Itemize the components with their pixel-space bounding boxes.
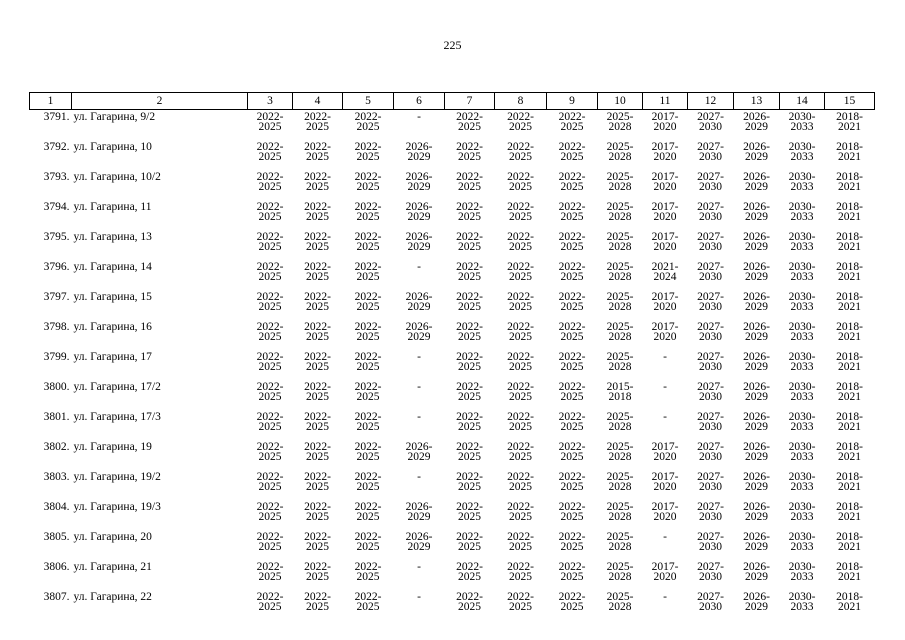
row-number: 3803.: [43, 471, 70, 483]
address-cell: ул. Гагарина, 11: [73, 201, 152, 213]
period-cell: 2022- 2025: [304, 171, 331, 193]
period-cell: 2030- 2033: [788, 351, 816, 373]
period-cell: 2026- 2029: [405, 291, 433, 313]
period-cell: 2026- 2029: [405, 141, 433, 163]
period-cell: -: [417, 111, 421, 123]
period-cell: 2025- 2028: [606, 291, 634, 313]
period-cell: 2025- 2028: [606, 441, 634, 463]
period-cell: 2026- 2029: [405, 201, 433, 223]
period-cell: 2025- 2028: [606, 171, 634, 193]
period-cell: 2018- 2021: [836, 111, 863, 133]
column-header-10: 10: [598, 93, 643, 110]
table-row: [30, 440, 875, 470]
period-cell: 2030- 2033: [788, 441, 816, 463]
period-cell: 2017- 2020: [651, 471, 679, 493]
period-cell: 2022- 2025: [354, 471, 382, 493]
period-cell: 2022- 2025: [256, 471, 284, 493]
row-number: 3793.: [43, 171, 70, 183]
period-cell: 2026- 2029: [743, 141, 770, 163]
period-cell: 2022- 2025: [456, 261, 483, 283]
address-cell: ул. Гагарина, 14: [73, 261, 152, 273]
period-cell: 2022- 2025: [558, 381, 586, 403]
period-cell: 2017- 2020: [651, 291, 679, 313]
period-cell: 2026- 2029: [405, 501, 433, 523]
period-cell: 2026- 2029: [405, 531, 433, 553]
period-cell: 2022- 2025: [456, 471, 483, 493]
period-cell: 2022- 2025: [507, 381, 534, 403]
column-header-11: 11: [643, 93, 688, 110]
period-cell: 2022- 2025: [304, 231, 331, 253]
table-row: [30, 110, 875, 141]
period-cell: 2025- 2028: [606, 501, 634, 523]
column-header-3: 3: [248, 93, 293, 110]
period-cell: 2022- 2025: [304, 321, 331, 343]
header-row: [30, 93, 875, 110]
period-cell: 2025- 2028: [606, 231, 634, 253]
period-cell: 2026- 2029: [405, 321, 433, 343]
period-cell: -: [417, 561, 421, 573]
period-cell: 2022- 2025: [354, 441, 382, 463]
period-cell: 2022- 2025: [507, 261, 534, 283]
period-cell: -: [417, 381, 421, 393]
period-cell: 2018- 2021: [836, 231, 863, 253]
period-cell: 2025- 2028: [606, 261, 634, 283]
period-cell: 2025- 2028: [606, 351, 634, 373]
period-cell: 2022- 2025: [507, 231, 534, 253]
period-cell: 2022- 2025: [456, 501, 483, 523]
period-cell: 2026- 2029: [743, 171, 770, 193]
row-number: 3797.: [43, 291, 70, 303]
column-header-2: 2: [72, 93, 248, 110]
period-cell: 2030- 2033: [788, 471, 816, 493]
period-cell: 2022- 2025: [354, 201, 382, 223]
row-number: 3796.: [43, 261, 70, 273]
period-cell: 2027- 2030: [697, 201, 724, 223]
period-cell: 2022- 2025: [354, 351, 382, 373]
period-cell: 2022- 2025: [304, 591, 331, 613]
period-cell: -: [663, 591, 667, 603]
period-cell: 2022- 2025: [304, 501, 331, 523]
period-cell: 2022- 2025: [354, 291, 382, 313]
period-cell: 2022- 2025: [558, 141, 586, 163]
period-cell: 2026- 2029: [743, 471, 770, 493]
period-cell: 2022- 2025: [256, 261, 284, 283]
period-cell: 2030- 2033: [788, 381, 816, 403]
period-cell: 2017- 2020: [651, 201, 679, 223]
period-cell: -: [417, 591, 421, 603]
period-cell: 2022- 2025: [354, 141, 382, 163]
period-cell: 2027- 2030: [697, 591, 724, 613]
row-number: 3806.: [43, 561, 70, 573]
row-number: 3792.: [43, 141, 70, 153]
period-cell: 2015- 2018: [606, 381, 634, 403]
row-number: 3800.: [43, 381, 70, 393]
period-cell: -: [417, 351, 421, 363]
period-cell: 2022- 2025: [456, 231, 483, 253]
address-cell: ул. Гагарина, 19: [73, 441, 152, 453]
table-row: [30, 290, 875, 320]
period-cell: 2022- 2025: [507, 351, 534, 373]
address-cell: ул. Гагарина, 19/2: [73, 471, 161, 483]
period-cell: 2022- 2025: [304, 531, 331, 553]
period-cell: 2022- 2025: [304, 441, 331, 463]
column-header-5: 5: [343, 93, 394, 110]
period-cell: 2022- 2025: [558, 201, 586, 223]
period-cell: 2027- 2030: [697, 111, 724, 133]
period-cell: 2025- 2028: [606, 411, 634, 433]
period-cell: 2030- 2033: [788, 111, 816, 133]
period-cell: 2022- 2025: [304, 141, 331, 163]
period-cell: 2018- 2021: [836, 261, 863, 283]
period-cell: 2017- 2020: [651, 111, 679, 133]
period-cell: 2017- 2020: [651, 171, 679, 193]
period-cell: 2017- 2020: [651, 501, 679, 523]
table-row: [30, 530, 875, 560]
period-cell: 2027- 2030: [697, 321, 724, 343]
period-cell: 2025- 2028: [606, 531, 634, 553]
column-header-15: 15: [825, 93, 875, 110]
period-cell: 2022- 2025: [507, 591, 534, 613]
period-cell: 2022- 2025: [256, 441, 284, 463]
period-cell: 2022- 2025: [304, 291, 331, 313]
period-cell: 2030- 2033: [788, 531, 816, 553]
address-cell: ул. Гагарина, 17: [73, 351, 152, 363]
period-cell: -: [663, 351, 667, 363]
period-cell: 2022- 2025: [558, 321, 586, 343]
table-row: [30, 380, 875, 410]
period-cell: 2018- 2021: [836, 141, 863, 163]
period-cell: 2017- 2020: [651, 231, 679, 253]
period-cell: 2025- 2028: [606, 321, 634, 343]
period-cell: 2022- 2025: [256, 531, 284, 553]
period-cell: 2018- 2021: [836, 561, 863, 583]
period-cell: 2022- 2025: [507, 291, 534, 313]
table-row: [30, 320, 875, 350]
table-row: [30, 260, 875, 290]
period-cell: 2026- 2029: [743, 501, 770, 523]
period-cell: 2022- 2025: [456, 441, 483, 463]
period-cell: 2022- 2025: [304, 411, 331, 433]
column-header-12: 12: [688, 93, 734, 110]
period-cell: 2022- 2025: [507, 111, 534, 133]
period-cell: 2022- 2025: [256, 381, 284, 403]
period-cell: 2026- 2029: [743, 201, 770, 223]
period-cell: 2027- 2030: [697, 531, 724, 553]
period-cell: 2030- 2033: [788, 171, 816, 193]
column-header-13: 13: [734, 93, 780, 110]
period-cell: 2017- 2020: [651, 321, 679, 343]
period-cell: -: [417, 261, 421, 273]
period-cell: 2022- 2025: [256, 561, 284, 583]
period-cell: -: [663, 411, 667, 423]
period-cell: 2026- 2029: [743, 261, 770, 283]
period-cell: 2018- 2021: [836, 591, 863, 613]
period-cell: 2022- 2025: [507, 531, 534, 553]
schedule-table: [29, 92, 875, 620]
period-cell: 2022- 2025: [304, 561, 331, 583]
address-cell: ул. Гагарина, 10/2: [73, 171, 161, 183]
period-cell: 2022- 2025: [558, 171, 586, 193]
period-cell: 2022- 2025: [507, 141, 534, 163]
table-row: [30, 140, 875, 170]
period-cell: 2022- 2025: [456, 171, 483, 193]
period-cell: 2022- 2025: [456, 321, 483, 343]
period-cell: 2022- 2025: [507, 321, 534, 343]
period-cell: 2018- 2021: [836, 501, 863, 523]
address-cell: ул. Гагарина, 10: [73, 141, 152, 153]
period-cell: 2027- 2030: [697, 231, 724, 253]
period-cell: 2027- 2030: [697, 501, 724, 523]
period-cell: 2022- 2025: [354, 561, 382, 583]
row-number: 3799.: [43, 351, 70, 363]
period-cell: 2022- 2025: [354, 261, 382, 283]
row-number: 3804.: [43, 501, 70, 513]
period-cell: 2026- 2029: [743, 561, 770, 583]
period-cell: 2022- 2025: [256, 171, 284, 193]
table-row: [30, 410, 875, 440]
period-cell: 2018- 2021: [836, 471, 863, 493]
period-cell: 2022- 2025: [507, 171, 534, 193]
period-cell: 2022- 2025: [256, 591, 284, 613]
period-cell: 2018- 2021: [836, 441, 863, 463]
period-cell: 2025- 2028: [606, 591, 634, 613]
period-cell: 2026- 2029: [743, 321, 770, 343]
period-cell: 2025- 2028: [606, 111, 634, 133]
column-header-9: 9: [547, 93, 598, 110]
row-number: 3795.: [43, 231, 70, 243]
column-header-1: 1: [30, 93, 72, 110]
period-cell: 2030- 2033: [788, 411, 816, 433]
period-cell: 2022- 2025: [256, 411, 284, 433]
table-body: [30, 110, 875, 621]
period-cell: 2018- 2021: [836, 171, 863, 193]
period-cell: 2022- 2025: [558, 351, 586, 373]
period-cell: 2022- 2025: [354, 591, 382, 613]
period-cell: 2018- 2021: [836, 321, 863, 343]
period-cell: 2022- 2025: [304, 261, 331, 283]
period-cell: 2022- 2025: [354, 111, 382, 133]
period-cell: -: [417, 411, 421, 423]
period-cell: 2027- 2030: [697, 471, 724, 493]
period-cell: 2022- 2025: [558, 441, 586, 463]
period-cell: 2027- 2030: [697, 411, 724, 433]
period-cell: 2022- 2025: [354, 381, 382, 403]
period-cell: 2022- 2025: [354, 411, 382, 433]
period-cell: 2022- 2025: [256, 291, 284, 313]
period-cell: 2018- 2021: [836, 201, 863, 223]
address-cell: ул. Гагарина, 15: [73, 291, 152, 303]
address-cell: ул. Гагарина, 22: [73, 591, 152, 603]
period-cell: -: [417, 471, 421, 483]
period-cell: 2022- 2025: [456, 411, 483, 433]
period-cell: 2022- 2025: [507, 561, 534, 583]
period-cell: 2022- 2025: [456, 561, 483, 583]
period-cell: 2027- 2030: [697, 441, 724, 463]
period-cell: 2022- 2025: [507, 471, 534, 493]
period-cell: 2022- 2025: [304, 471, 331, 493]
row-number: 3798.: [43, 321, 70, 333]
period-cell: 2022- 2025: [558, 471, 586, 493]
period-cell: 2026- 2029: [743, 351, 770, 373]
period-cell: 2022- 2025: [558, 411, 586, 433]
period-cell: 2027- 2030: [697, 261, 724, 283]
period-cell: 2026- 2029: [743, 411, 770, 433]
table-row: [30, 200, 875, 230]
period-cell: 2030- 2033: [788, 231, 816, 253]
period-cell: 2022- 2025: [456, 201, 483, 223]
table-row: [30, 590, 875, 620]
period-cell: 2026- 2029: [743, 231, 770, 253]
period-cell: 2025- 2028: [606, 141, 634, 163]
period-cell: 2022- 2025: [354, 231, 382, 253]
period-cell: 2022- 2025: [256, 111, 284, 133]
period-cell: 2022- 2025: [456, 141, 483, 163]
table-row: [30, 230, 875, 260]
period-cell: 2026- 2029: [743, 531, 770, 553]
row-number: 3794.: [43, 201, 70, 213]
address-cell: ул. Гагарина, 17/2: [73, 381, 161, 393]
period-cell: 2022- 2025: [558, 501, 586, 523]
period-cell: 2027- 2030: [697, 561, 724, 583]
period-cell: 2022- 2025: [304, 201, 331, 223]
period-cell: 2022- 2025: [256, 351, 284, 373]
period-cell: 2022- 2025: [558, 111, 586, 133]
period-cell: 2022- 2025: [558, 231, 586, 253]
row-number: 3791.: [43, 111, 70, 123]
period-cell: 2022- 2025: [558, 531, 586, 553]
period-cell: 2018- 2021: [836, 291, 863, 313]
period-cell: 2022- 2025: [354, 531, 382, 553]
period-cell: 2022- 2025: [507, 201, 534, 223]
address-cell: ул. Гагарина, 21: [73, 561, 152, 573]
period-cell: 2022- 2025: [354, 171, 382, 193]
period-cell: 2021- 2024: [651, 261, 679, 283]
row-number: 3805.: [43, 531, 70, 543]
period-cell: 2030- 2033: [788, 261, 816, 283]
period-cell: 2027- 2030: [697, 141, 724, 163]
address-cell: ул. Гагарина, 9/2: [73, 111, 156, 123]
period-cell: 2026- 2029: [743, 381, 770, 403]
period-cell: 2022- 2025: [256, 141, 284, 163]
period-cell: 2022- 2025: [558, 291, 586, 313]
period-cell: 2022- 2025: [354, 501, 382, 523]
period-cell: 2026- 2029: [743, 291, 770, 313]
period-cell: 2026- 2029: [743, 111, 770, 133]
period-cell: 2025- 2028: [606, 561, 634, 583]
period-cell: 2026- 2029: [405, 231, 433, 253]
period-cell: 2027- 2030: [697, 351, 724, 373]
column-header-6: 6: [394, 93, 445, 110]
address-cell: ул. Гагарина, 19/3: [73, 501, 161, 513]
period-cell: 2022- 2025: [456, 381, 483, 403]
period-cell: 2027- 2030: [697, 291, 724, 313]
table-row: [30, 470, 875, 500]
period-cell: 2022- 2025: [304, 381, 331, 403]
period-cell: 2030- 2033: [788, 291, 816, 313]
period-cell: 2022- 2025: [456, 531, 483, 553]
period-cell: 2022- 2025: [507, 501, 534, 523]
period-cell: -: [663, 531, 667, 543]
address-cell: ул. Гагарина, 17/3: [73, 411, 161, 423]
period-cell: 2018- 2021: [836, 381, 863, 403]
period-cell: 2022- 2025: [507, 411, 534, 433]
period-cell: 2027- 2030: [697, 171, 724, 193]
period-cell: 2030- 2033: [788, 321, 816, 343]
period-cell: 2017- 2020: [651, 561, 679, 583]
period-cell: 2022- 2025: [558, 561, 586, 583]
period-cell: 2025- 2028: [606, 201, 634, 223]
table-row: [30, 350, 875, 380]
period-cell: 2017- 2020: [651, 141, 679, 163]
address-cell: ул. Гагарина, 16: [73, 321, 152, 333]
period-cell: 2026- 2029: [405, 171, 433, 193]
table-row: [30, 170, 875, 200]
period-cell: 2022- 2025: [304, 111, 331, 133]
period-cell: 2018- 2021: [836, 531, 863, 553]
period-cell: 2022- 2025: [256, 201, 284, 223]
period-cell: 2022- 2025: [304, 351, 331, 373]
address-cell: ул. Гагарина, 20: [73, 531, 152, 543]
period-cell: 2022- 2025: [456, 591, 483, 613]
period-cell: 2030- 2033: [788, 201, 816, 223]
period-cell: -: [663, 381, 667, 393]
column-header-7: 7: [445, 93, 495, 110]
period-cell: 2022- 2025: [558, 591, 586, 613]
period-cell: 2027- 2030: [697, 381, 724, 403]
period-cell: 2018- 2021: [836, 351, 863, 373]
period-cell: 2030- 2033: [788, 501, 816, 523]
table-row: [30, 560, 875, 590]
period-cell: 2022- 2025: [456, 291, 483, 313]
period-cell: 2026- 2029: [743, 591, 770, 613]
period-cell: 2022- 2025: [354, 321, 382, 343]
address-cell: ул. Гагарина, 13: [73, 231, 152, 243]
period-cell: 2022- 2025: [256, 231, 284, 253]
period-cell: 2022- 2025: [558, 261, 586, 283]
column-header-4: 4: [293, 93, 343, 110]
column-header-8: 8: [495, 93, 547, 110]
period-cell: 2030- 2033: [788, 141, 816, 163]
row-number: 3807.: [43, 591, 70, 603]
column-header-14: 14: [780, 93, 825, 110]
page-number: 225: [443, 38, 462, 52]
period-cell: 2026- 2029: [405, 441, 433, 463]
period-cell: 2022- 2025: [456, 111, 483, 133]
period-cell: 2025- 2028: [606, 471, 634, 493]
period-cell: 2030- 2033: [788, 561, 816, 583]
table-row: [30, 500, 875, 530]
period-cell: 2017- 2020: [651, 441, 679, 463]
row-number: 3801.: [43, 411, 70, 423]
period-cell: 2030- 2033: [788, 591, 816, 613]
period-cell: 2018- 2021: [836, 411, 863, 433]
period-cell: 2022- 2025: [256, 501, 284, 523]
period-cell: 2022- 2025: [256, 321, 284, 343]
period-cell: 2022- 2025: [507, 441, 534, 463]
row-number: 3802.: [43, 441, 70, 453]
period-cell: 2026- 2029: [743, 441, 770, 463]
period-cell: 2022- 2025: [456, 351, 483, 373]
